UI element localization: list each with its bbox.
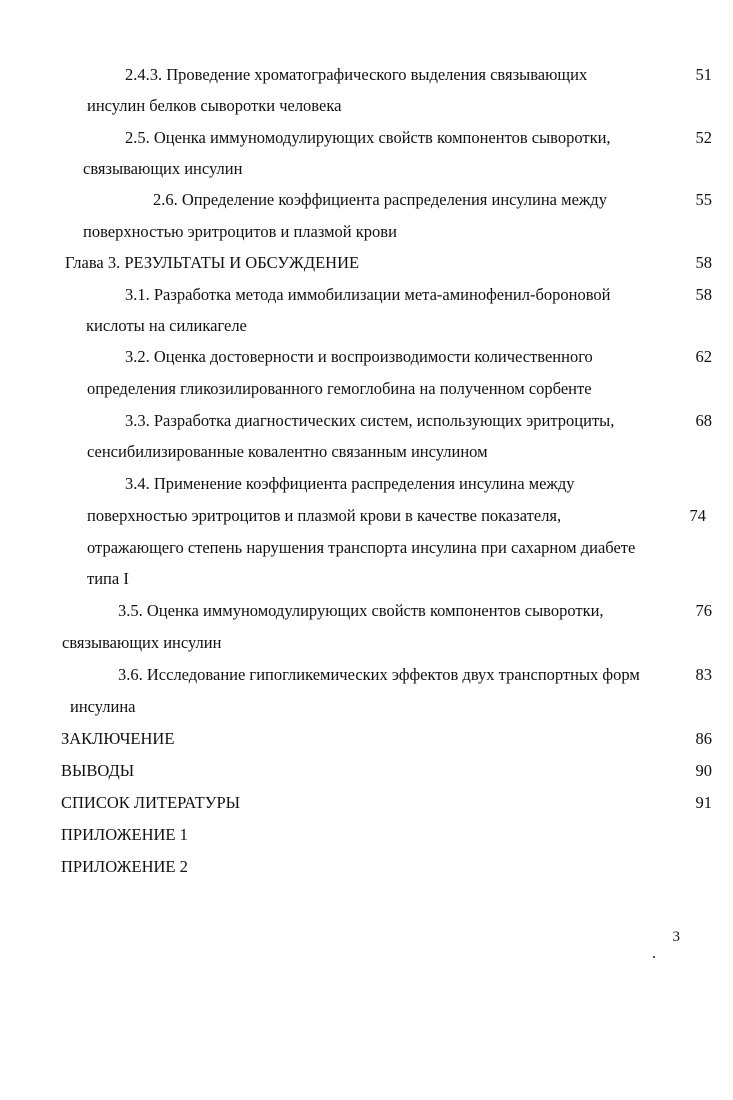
toc-entry-3-1-line2: кислоты на силикагеле (86, 316, 247, 335)
toc-references-page: 91 (695, 793, 712, 812)
page-number: 3 (672, 929, 680, 945)
toc-entry-3-3-line2: сенсибилизированные ковалентно связанным инсулином (87, 442, 488, 461)
toc-appendix-2-title: ПРИЛОЖЕНИЕ 2 (61, 857, 188, 876)
toc-chapter-3-page: 58 (695, 253, 712, 272)
toc-entry-3-4-page: 74 (689, 506, 706, 525)
toc-entry-2-4-3-page: 51 (695, 65, 712, 84)
toc-appendix-1-title: ПРИЛОЖЕНИЕ 1 (61, 825, 188, 844)
toc-entry-3-4-line3: отражающего степень нарушения транспорта инсулина при сахарном диабете (87, 538, 636, 557)
toc-entry-3-2-page: 62 (695, 347, 712, 366)
toc-entry-3-5-line2: связывающих инсулин (62, 633, 222, 652)
toc-entry-2-5-page: 52 (695, 128, 712, 147)
toc-entry-2-4-3-line2: инсулин белков сыворотки человека (87, 96, 342, 115)
toc-entry-3-6-page: 83 (695, 665, 712, 684)
toc-entry-3-4-line4: типа I (87, 569, 129, 588)
toc-entry-3-5-line1: 3.5. Оценка иммуномодулирующих свойств компонентов сыворотки, (118, 601, 604, 620)
toc-entry-3-4-line2: поверхностью эритроцитов и плазмой крови в качестве показателя, (87, 506, 562, 525)
toc-entry-2-5-line1: 2.5. Оценка иммуномодулирующих свойств компонентов сыворотки, (125, 128, 611, 147)
toc-entry-3-2-line1: 3.2. Оценка достоверности и воспроизводимости количественного (125, 347, 593, 366)
toc-entry-3-6-line2: инсулина (70, 697, 136, 716)
toc-entry-3-1-line1: 3.1. Разработка метода иммобилизации мета-аминофенил-бороновой (125, 285, 611, 304)
toc-entry-2-5-line2: связывающих инсулин (83, 159, 243, 178)
toc-findings-page: 90 (695, 761, 712, 780)
toc-references-title: СПИСОК ЛИТЕРАТУРЫ (61, 793, 241, 812)
toc-chapter-3-title: Глава 3. РЕЗУЛЬТАТЫ И ОБСУЖДЕНИЕ (65, 253, 360, 272)
toc-entry-3-6-line1: 3.6. Исследование гипогликемических эффектов двух транспортных форм (118, 665, 640, 684)
toc-entry-3-3-line1: 3.3. Разработка диагностических систем, использующих эритроциты, (125, 411, 615, 430)
toc-entry-3-4-line1: 3.4. Применение коэффициента распределения инсулина между (125, 474, 575, 493)
toc-entry-3-3-page: 68 (695, 411, 712, 430)
toc-entry-2-6-line1: 2.6. Определение коэффициента распределения инсулина между (153, 190, 607, 209)
toc-findings-title: ВЫВОДЫ (61, 761, 135, 780)
toc-entry-3-1-page: 58 (695, 285, 712, 304)
toc-entry-2-4-3-line1: 2.4.3. Проведение хроматографического выделения связывающих (125, 65, 588, 84)
toc-conclusion-page: 86 (695, 729, 712, 748)
toc-entry-2-6-line2: поверхностью эритроцитов и плазмой крови (83, 222, 397, 241)
toc-conclusion-title: ЗАКЛЮЧЕНИЕ (61, 729, 175, 748)
toc-entry-3-5-page: 76 (695, 601, 712, 620)
toc-entry-2-6-page: 55 (695, 190, 712, 209)
toc-entry-3-2-line2: определения гликозилированного гемоглобина на полученном сорбенте (87, 379, 592, 398)
scan-speck (653, 956, 655, 958)
